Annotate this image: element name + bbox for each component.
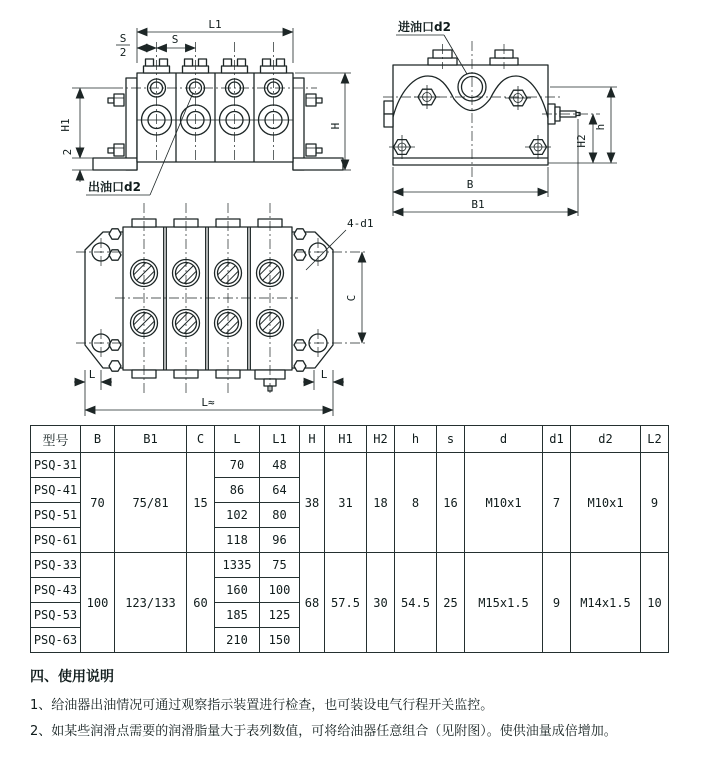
side-view-drawing xyxy=(378,5,678,220)
cell-L: 86 xyxy=(215,478,260,503)
holes-label-4-d1: 4-d1 xyxy=(347,217,374,230)
col-header-model: 型号 xyxy=(31,426,81,453)
col-header-h: h xyxy=(395,426,437,453)
cell-L: 210 xyxy=(215,628,260,653)
cell-h: 8 xyxy=(395,453,437,553)
cell-L2: 10 xyxy=(641,553,669,653)
cell-d: M15x1.5 xyxy=(465,553,543,653)
cell-L: 160 xyxy=(215,578,260,603)
col-header-B: B xyxy=(81,426,115,453)
cell-model: PSQ-53 xyxy=(31,603,81,628)
col-header-H1: H1 xyxy=(325,426,367,453)
dim-label-B1: B1 xyxy=(471,198,485,211)
front-view-drawing xyxy=(55,5,375,205)
dim-label-L1: L1 xyxy=(208,18,222,31)
cell-d2: M14x1.5 xyxy=(571,553,641,653)
table-header-row xyxy=(31,426,669,453)
cell-L: 102 xyxy=(215,503,260,528)
dim-label-B: B xyxy=(466,178,474,191)
col-header-d1: d1 xyxy=(543,426,571,453)
cell-model: PSQ-41 xyxy=(31,478,81,503)
cell-L1: 48 xyxy=(260,453,300,478)
dim-label-L-left: L xyxy=(88,368,96,381)
cell-B: 100 xyxy=(81,553,115,653)
cell-H2: 18 xyxy=(367,453,395,553)
cell-C: 15 xyxy=(187,453,215,553)
note-item: 1、给油器出油情况可通过观察指示装置进行检查，也可装设电气行程开关监控。 xyxy=(30,698,494,713)
cell-H: 38 xyxy=(300,453,325,553)
cell-H1: 57.5 xyxy=(325,553,367,653)
col-header-L2: L2 xyxy=(641,426,669,453)
cell-H: 68 xyxy=(300,553,325,653)
dim-label-H: H xyxy=(329,122,342,130)
table-row xyxy=(31,453,669,478)
dimension-table xyxy=(30,425,669,653)
dim-label-S-den: 2 xyxy=(119,46,127,59)
front-view-body xyxy=(113,42,317,162)
col-header-d2: d2 xyxy=(571,426,641,453)
dim-label-L-right: L xyxy=(320,368,328,381)
dim-label-S-num: S xyxy=(119,32,127,45)
cell-model: PSQ-63 xyxy=(31,628,81,653)
cell-L1: 100 xyxy=(260,578,300,603)
col-header-s: s xyxy=(437,426,465,453)
cell-C: 60 xyxy=(187,553,215,653)
cell-H2: 30 xyxy=(367,553,395,653)
cell-model: PSQ-51 xyxy=(31,503,81,528)
col-header-B1: B1 xyxy=(115,426,187,453)
col-header-d: d xyxy=(465,426,543,453)
dim-label-2: 2 xyxy=(61,148,74,156)
notes-heading: 四、使用说明 xyxy=(30,669,114,685)
cell-L1: 75 xyxy=(260,553,300,578)
cell-L1: 150 xyxy=(260,628,300,653)
cell-d1: 9 xyxy=(543,553,571,653)
cell-B1: 123/133 xyxy=(115,553,187,653)
note-item: 2、如某些润滑点需要的润滑脂量大于表列数值，可将给油器任意组合（见附图）。使供油量成倍增加。 xyxy=(30,724,617,739)
cell-L: 70 xyxy=(215,453,260,478)
dim-label-L-overall: L≈ xyxy=(201,396,215,409)
plan-view-drawing xyxy=(70,198,400,426)
cell-model: PSQ-43 xyxy=(31,578,81,603)
cell-model: PSQ-61 xyxy=(31,528,81,553)
cell-L1: 64 xyxy=(260,478,300,503)
dim-label-h: h xyxy=(594,123,607,131)
usage-notes xyxy=(30,666,685,747)
cell-L2: 9 xyxy=(641,453,669,553)
cell-H1: 31 xyxy=(325,453,367,553)
col-header-L: L xyxy=(215,426,260,453)
dim-label-S: S xyxy=(171,33,179,46)
cell-L: 1335 xyxy=(215,553,260,578)
cell-model: PSQ-31 xyxy=(31,453,81,478)
plan-view-body xyxy=(76,203,366,395)
cell-L: 118 xyxy=(215,528,260,553)
cell-L: 185 xyxy=(215,603,260,628)
col-header-H: H xyxy=(300,426,325,453)
cell-h: 54.5 xyxy=(395,553,437,653)
cell-L1: 80 xyxy=(260,503,300,528)
cell-d2: M10x1 xyxy=(571,453,641,553)
cell-d1: 7 xyxy=(543,453,571,553)
dim-label-C: C xyxy=(345,294,358,302)
side-view-body xyxy=(383,41,600,180)
inlet-port-label: 进油口d2 xyxy=(398,20,451,34)
cell-L1: 96 xyxy=(260,528,300,553)
cell-L1: 125 xyxy=(260,603,300,628)
dim-label-H2: H2 xyxy=(575,134,588,148)
col-header-H2: H2 xyxy=(367,426,395,453)
cell-s: 16 xyxy=(437,453,465,553)
outlet-port-label: 出油口d2 xyxy=(88,180,141,194)
col-header-C: C xyxy=(187,426,215,453)
table-row xyxy=(31,553,669,578)
cell-model: PSQ-33 xyxy=(31,553,81,578)
col-header-L1: L1 xyxy=(260,426,300,453)
cell-s: 25 xyxy=(437,553,465,653)
cell-d: M10x1 xyxy=(465,453,543,553)
cell-B1: 75/81 xyxy=(115,453,187,553)
dim-label-H1: H1 xyxy=(59,118,72,132)
cell-B: 70 xyxy=(81,453,115,553)
